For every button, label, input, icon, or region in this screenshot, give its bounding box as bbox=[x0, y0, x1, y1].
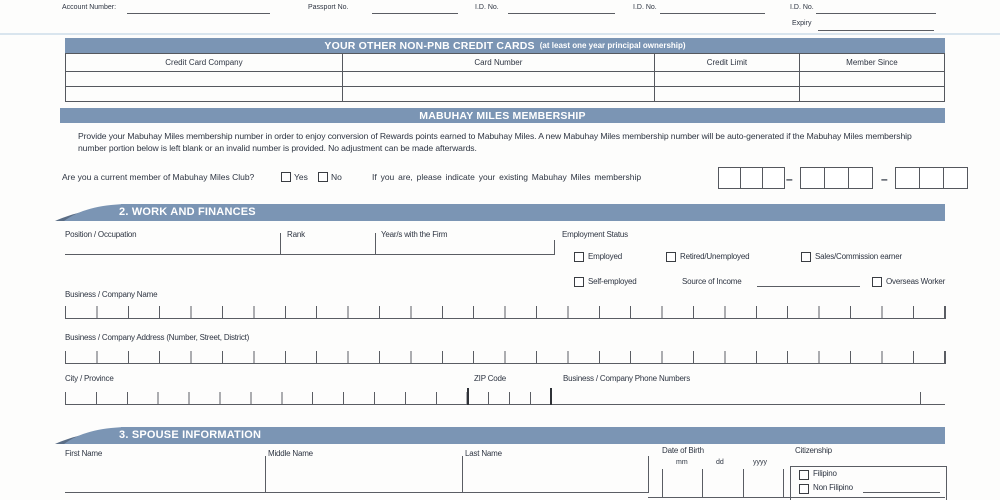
spouse-last-name-label: Last Name bbox=[465, 449, 502, 458]
table-cell[interactable] bbox=[66, 72, 343, 87]
dob-dd-label: dd bbox=[716, 459, 724, 466]
membership-number-group-2[interactable] bbox=[800, 167, 873, 189]
filipino-checkbox[interactable] bbox=[799, 470, 809, 480]
business-address-field[interactable] bbox=[65, 351, 946, 364]
rank-label: Rank bbox=[287, 230, 305, 239]
divider-hairline bbox=[0, 33, 1000, 35]
field-divider bbox=[462, 456, 463, 493]
self-employed-label: Self-employed bbox=[588, 277, 637, 286]
overseas-worker-label: Overseas Worker bbox=[886, 277, 946, 286]
account-number-label: Account Number: bbox=[62, 4, 117, 11]
membership-number-group-1[interactable] bbox=[718, 167, 785, 189]
mabuhay-no-checkbox[interactable] bbox=[318, 172, 328, 182]
retired-unemployed-label: Retired/Unemployed bbox=[680, 252, 750, 261]
city-province-field[interactable] bbox=[65, 392, 468, 404]
passport-no-label: Passport No. bbox=[308, 4, 349, 11]
table-cell[interactable] bbox=[799, 72, 944, 87]
zip-code-field[interactable] bbox=[467, 388, 550, 405]
table-cell[interactable] bbox=[342, 72, 654, 87]
work-section-title: 2. WORK AND FINANCES bbox=[119, 206, 256, 218]
membership-digit-box[interactable] bbox=[741, 167, 763, 189]
overseas-worker-checkbox[interactable] bbox=[872, 277, 882, 287]
membership-digit-box[interactable] bbox=[920, 167, 944, 189]
zip-code-label: ZIP Code bbox=[474, 374, 507, 383]
id-no-3-label: I.D. No. bbox=[790, 4, 814, 11]
mabuhay-header-bar bbox=[60, 108, 945, 123]
membership-dash-1: – bbox=[786, 172, 793, 186]
table-cell[interactable] bbox=[654, 87, 799, 102]
dob-cell-line bbox=[783, 469, 784, 497]
mabuhay-member-question: Are you a current member of Mabuhay Miles Club? bbox=[62, 172, 255, 182]
column-header-card-number: Card Number bbox=[342, 54, 654, 72]
employed-checkbox[interactable] bbox=[574, 252, 584, 262]
id-no-2-label: I.D. No. bbox=[633, 4, 657, 11]
business-name-field[interactable] bbox=[65, 306, 946, 319]
non-filipino-field[interactable] bbox=[863, 492, 940, 493]
non-pnb-cards-table bbox=[65, 53, 945, 102]
non-filipino-checkbox[interactable] bbox=[799, 484, 809, 494]
mabuhay-no-label: No bbox=[331, 172, 342, 182]
membership-digit-box[interactable] bbox=[718, 167, 741, 189]
field-divider bbox=[375, 233, 376, 255]
non-pnb-cards-title: YOUR OTHER NON-PNB CREDIT CARDS bbox=[324, 39, 535, 52]
mabuhay-yes-label: Yes bbox=[294, 172, 308, 182]
passport-no-field[interactable] bbox=[372, 13, 458, 14]
citizenship-label: Citizenship bbox=[795, 446, 832, 455]
table-cell[interactable] bbox=[799, 87, 944, 102]
spouse-names-field[interactable] bbox=[65, 492, 648, 493]
sales-commission-label: Sales/Commission earner bbox=[815, 252, 902, 261]
membership-digit-box[interactable] bbox=[895, 167, 920, 189]
column-header-credit-limit: Credit Limit bbox=[654, 54, 799, 72]
non-filipino-label: Non Filipino bbox=[813, 483, 853, 492]
mabuhay-yes-checkbox[interactable] bbox=[281, 172, 291, 182]
city-province-label: City / Province bbox=[65, 374, 114, 383]
membership-digit-box[interactable] bbox=[849, 167, 873, 189]
field-divider bbox=[648, 456, 649, 493]
id-no-1-label: I.D. No. bbox=[475, 4, 499, 11]
dob-mm-label: mm bbox=[676, 459, 688, 466]
employment-status-label: Employment Status bbox=[562, 230, 628, 239]
retired-unemployed-checkbox[interactable] bbox=[666, 252, 676, 262]
spouse-middle-name-label: Middle Name bbox=[268, 449, 313, 458]
source-of-income-label: Source of Income bbox=[682, 277, 742, 286]
source-of-income-field[interactable] bbox=[757, 286, 860, 287]
spouse-section-title: 3. SPOUSE INFORMATION bbox=[119, 429, 262, 441]
employed-label: Employed bbox=[588, 252, 622, 261]
sales-commission-checkbox[interactable] bbox=[801, 252, 811, 262]
years-with-firm-label: Year/s with the Firm bbox=[381, 230, 448, 239]
spouse-first-name-label: First Name bbox=[65, 449, 103, 458]
business-phone-field[interactable] bbox=[552, 388, 945, 405]
self-employed-checkbox[interactable] bbox=[574, 277, 584, 287]
position-occupation-label: Position / Occupation bbox=[65, 230, 137, 239]
id-no-1-field[interactable] bbox=[508, 13, 615, 14]
section-swoosh-icon bbox=[55, 204, 125, 221]
business-phone-label: Business / Company Phone Numbers bbox=[563, 374, 690, 383]
business-name-label: Business / Company Name bbox=[65, 290, 158, 299]
section-swoosh-icon bbox=[55, 427, 125, 444]
id-no-2-field[interactable] bbox=[660, 13, 765, 14]
mabuhay-indicate-text: If you are, please indicate your existing Mabuhay Miles membership bbox=[372, 172, 642, 182]
field-divider bbox=[554, 240, 555, 255]
membership-digit-box[interactable] bbox=[825, 167, 849, 189]
table-cell[interactable] bbox=[342, 87, 654, 102]
column-header-member-since: Member Since bbox=[799, 54, 944, 72]
dob-yyyy-label: yyyy bbox=[753, 459, 767, 466]
expiry-field[interactable] bbox=[818, 30, 934, 31]
table-cell[interactable] bbox=[66, 87, 343, 102]
membership-dash-2: – bbox=[881, 172, 888, 186]
non-pnb-cards-subtitle: (at least one year principal ownership) bbox=[539, 41, 686, 50]
column-header-credit-card-company: Credit Card Company bbox=[66, 54, 343, 72]
spouse-section-bar bbox=[55, 427, 945, 444]
business-address-label: Business / Company Address (Number, Street, District) bbox=[65, 333, 250, 342]
membership-digit-box[interactable] bbox=[763, 167, 785, 189]
membership-digit-box[interactable] bbox=[944, 167, 968, 189]
membership-number-group-3[interactable] bbox=[895, 167, 968, 189]
filipino-label: Filipino bbox=[813, 469, 837, 478]
expiry-label: Expiry bbox=[792, 20, 812, 27]
account-number-field[interactable] bbox=[127, 13, 270, 14]
mabuhay-title: MABUHAY MILES MEMBERSHIP bbox=[419, 109, 586, 122]
table-cell[interactable] bbox=[654, 72, 799, 87]
non-pnb-cards-header-bar bbox=[65, 38, 945, 53]
work-section-bar bbox=[55, 204, 945, 221]
spouse-dob-label: Date of Birth bbox=[662, 446, 704, 455]
field-divider bbox=[280, 233, 281, 255]
id-no-3-field[interactable] bbox=[816, 13, 936, 14]
field-divider bbox=[265, 456, 266, 493]
spouse-dob-field[interactable] bbox=[662, 469, 783, 497]
position-rank-years-field[interactable] bbox=[65, 254, 555, 255]
mabuhay-description: Provide your Mabuhay Miles membership number in order to enjoy conversion of Rewards points earned to Mabuhay Miles. A new Mabuhay Miles membership number will be auto-generated if the Mabuhay Miles membership number portion below is left blank or an invalid number is provided. No adjustment can be made afterwards. bbox=[78, 131, 912, 153]
membership-digit-box[interactable] bbox=[800, 167, 825, 189]
phone-tick bbox=[920, 392, 921, 405]
